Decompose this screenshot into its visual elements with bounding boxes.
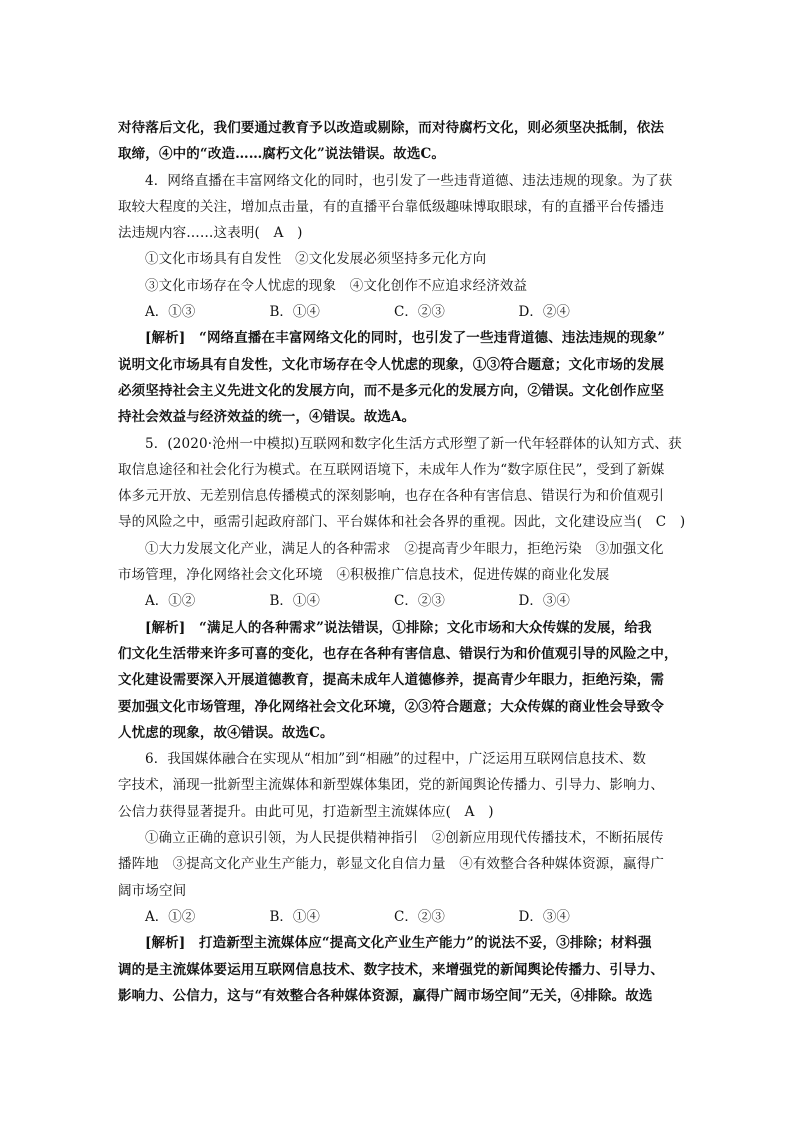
question-5-statement: 市场管理，净化网络社会文化环境 ④积极推广信息技术，促进传媒的商业化发展	[118, 567, 610, 584]
option-b: B．①④	[269, 908, 320, 925]
question-4-options	[118, 299, 678, 325]
option-a: A．①②	[145, 908, 196, 925]
question-4-stem-line: 4．网络直播在丰富网络文化的同时，也引发了一些违背道德、违法违规的现象。为了获	[145, 172, 673, 189]
question-4-analysis-line: 持社会效益与经济效益的统一，④错误。故选A。	[118, 409, 416, 426]
option-c: C．②③	[394, 593, 445, 610]
question-6-analysis-line: 调的是主流媒体要运用互联网信息技术、数字技术，来增强党的新闻舆论传播力、引导力、	[118, 961, 664, 978]
question-4-stem-line: 法违规内容……这表明( A )	[118, 225, 303, 242]
question-6-stem-line: 公信力获得显著提升。由此可见，打造新型主流媒体应( A )	[118, 803, 494, 820]
question-5-stem-line: 5．(2020·沧州一中模拟)互联网和数字化生活方式形塑了新一代年轻群体的认知方式、获	[145, 435, 682, 452]
question-5-stem-line: 体多元开放、无差别信息传播模式的深刻影响，也存在各种有害信息、错误行为和价值观引	[118, 488, 664, 505]
question-5-analysis-line: 要加强文化市场管理，净化网络社会文化环境，②③符合题意；大众传媒的商业性会导致令	[118, 698, 664, 715]
question-4-analysis-line: [解析] “网络直播在丰富网络文化的同时，也引发了一些违背道德、违法违规的现象”	[145, 330, 666, 347]
option-a: A．①③	[145, 304, 196, 321]
question-6-options	[118, 904, 678, 930]
option-c: C．②③	[394, 304, 445, 321]
option-d: D．③④	[518, 908, 570, 925]
option-d: D．③④	[518, 593, 570, 610]
document-body	[118, 115, 686, 1009]
question-4-statement: ③文化市场存在令人忧虑的现象 ④文化创作不应追求经济效益	[145, 277, 528, 294]
option-d: D．②④	[518, 304, 570, 321]
question-5-options	[118, 588, 678, 614]
question-6-statement: ①确立正确的意识引领，为人民提供精神指引 ②创新应用现代传播技术，不断拓展传	[145, 830, 664, 847]
question-6-stem-line: 字技术，涌现一批新型主流媒体和新型媒体集团，党的新闻舆论传播力、引导力、影响力、	[118, 777, 664, 794]
question-4-analysis-line: 说明文化市场具有自发性，文化市场存在令人忧虑的现象，①③符合题意；文化市场的发展	[118, 356, 664, 373]
question-5-analysis-line: 文化建设需要深入开展道德教育，提高未成年人道德修养，提高青少年眼力，拒绝污染，需	[118, 672, 664, 689]
question-4-analysis-line: 必须坚持社会主义先进文化的发展方向，而不是多元化的发展方向，②错误。文化创作应坚	[118, 382, 664, 399]
option-c: C．②③	[394, 908, 445, 925]
question-5-stem-line: 取信息途径和社会化行为模式。在互联网语境下，未成年人作为“数字原住民”，受到了新媒	[118, 461, 665, 478]
question-4-statement: ①文化市场具有自发性 ②文化发展必须坚持多元化方向	[145, 251, 487, 268]
question-6-statement: 播阵地 ③提高文化产业生产能力，彰显文化自信力量 ④有效整合各种媒体资源，赢得广	[118, 856, 664, 873]
question-6-analysis-line: 影响力、公信力，这与“有效整合各种媒体资源，赢得广阔市场空间”无关，④排除。故选	[118, 987, 653, 1004]
option-b: B．①④	[269, 304, 320, 321]
option-b: B．①④	[269, 593, 320, 610]
question-6-analysis-line: [解析] 打造新型主流媒体应“提高文化产业生产能力”的说法不妥，③排除；材料强	[145, 935, 652, 952]
question-5-analysis-line: [解析] “满足人的各种需求”说法错误，①排除；文化市场和大众传媒的发展，给我	[145, 619, 652, 636]
analysis-continuation-line: 对待落后文化，我们要通过教育予以改造或剔除，而对待腐朽文化，则必须坚决抵制，依法	[118, 120, 664, 136]
analysis-continuation-line: 取缔，④中的“改造……腐朽文化”说法错误。故选C。	[118, 146, 446, 163]
option-a: A．①②	[145, 593, 196, 610]
question-4-stem-line: 取较大程度的关注，增加点击量，有的直播平台靠低级趣味博取眼球，有的直播平台传播违	[118, 198, 664, 215]
question-6-stem-line: 6．我国媒体融合在实现从“相加”到“相融”的过程中，广泛运用互联网信息技术、数	[145, 751, 647, 768]
question-5-analysis-line: 人忧虑的现象，故④错误。故选C。	[118, 724, 334, 741]
question-5-stem-line: 导的风险之中，亟需引起政府部门、平台媒体和社会各界的重视。因此，文化建设应当( C )	[118, 514, 686, 531]
question-5-statement: ①大力发展文化产业，满足人的各种需求 ②提高青少年眼力，拒绝污染 ③加强文化	[145, 540, 664, 557]
question-6-statement: 阔市场空间	[118, 882, 187, 899]
question-5-analysis-line: 们文化生活带来许多可喜的变化，也存在各种有害信息、错误行为和价值观引导的风险之中，	[118, 645, 678, 662]
